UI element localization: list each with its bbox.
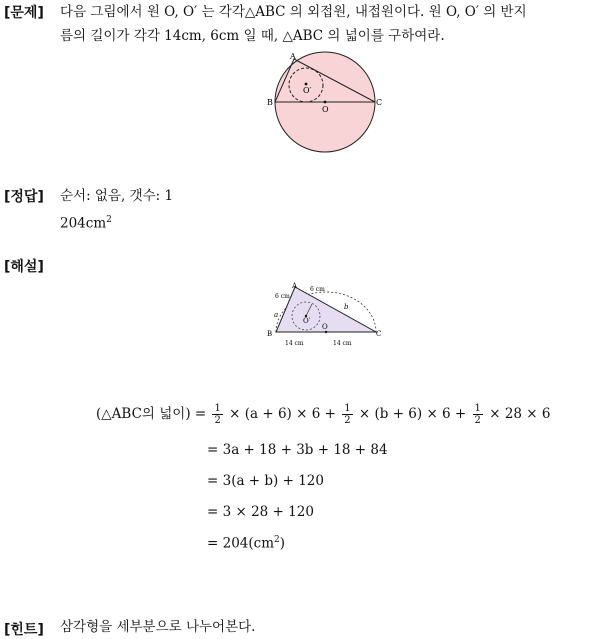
equation-term-2: × (b + 6) × 6 + (358, 406, 467, 422)
answer-exponent: 2 (106, 215, 112, 225)
center-o-dot-2 (325, 331, 327, 333)
hint-label: [힌트] (4, 622, 44, 638)
equation-term-1: × (a + 6) × 6 + (229, 406, 336, 422)
fourteen-left-label: 14 cm (285, 340, 304, 346)
vertex-c-label-2: C (376, 330, 382, 338)
vertex-c-label: C (376, 98, 383, 107)
hint-text: 삼각형을 세부분으로 나누어본다. (60, 619, 256, 635)
equation-term-3: × 28 × 6 (489, 406, 551, 422)
answer-value: 204cm (60, 215, 107, 232)
fraction-half-3: $\frac{1}{2}$ (474, 403, 481, 426)
answer-line-1: 순서: 없음, 갯수: 1 (60, 188, 174, 204)
center-o-prime-label-2: O′ (303, 317, 311, 325)
fraction-half-1: $\frac{1}{2}$ (214, 403, 221, 426)
equation-line-3: = 3(a + b) + 120 (207, 473, 324, 489)
center-o-prime-dot (305, 83, 308, 86)
vertex-a-label: A (290, 52, 296, 61)
fraction-half-2: $\frac{1}{2}$ (344, 403, 351, 426)
problem-line-2: 름의 길이가 각각 14cm, 6cm 일 때, △ABC 의 넓이를 구하여라. (60, 28, 445, 44)
segment-a-label: a (274, 311, 279, 319)
answer-line-2 (60, 208, 173, 236)
segment-b-label: b (344, 303, 349, 311)
equation-lhs: (△ABC의 넓이) = (96, 406, 207, 422)
solution-label: [해설] (4, 259, 44, 275)
answer-text (60, 184, 173, 236)
center-o-label-2: O (322, 323, 328, 331)
problem-line-1: 다음 그림에서 원 O, O′ 는 각각△ABC 의 외접원, 내접원이다. 원 O, O′ 의 반지 (60, 4, 527, 20)
vertex-b-label: B (267, 98, 273, 107)
six-cm-top-label: 6 cm (310, 286, 325, 293)
problem-label: [문제] (4, 5, 44, 21)
answer-label: [정답] (4, 189, 44, 205)
vertex-a-label-2: A (292, 282, 298, 290)
equation-line-2: = 3a + 18 + 3b + 18 + 84 (207, 442, 388, 458)
equation-line-5: = $204(cm^2)$ (207, 535, 286, 552)
six-cm-left-label: 6 cm (275, 293, 290, 300)
center-o-label: O (322, 105, 329, 114)
equation-line-1 (96, 402, 550, 426)
center-o-dot (324, 101, 327, 104)
solution-figure (266, 282, 386, 346)
vertex-b-label-2: B (267, 330, 273, 338)
fourteen-right-label: 14 cm (333, 340, 352, 346)
problem-figure (266, 50, 386, 154)
problem-text (60, 0, 527, 48)
center-o-prime-label: O′ (303, 86, 312, 95)
equation-line-4: = 3 × 28 + 120 (207, 504, 314, 520)
